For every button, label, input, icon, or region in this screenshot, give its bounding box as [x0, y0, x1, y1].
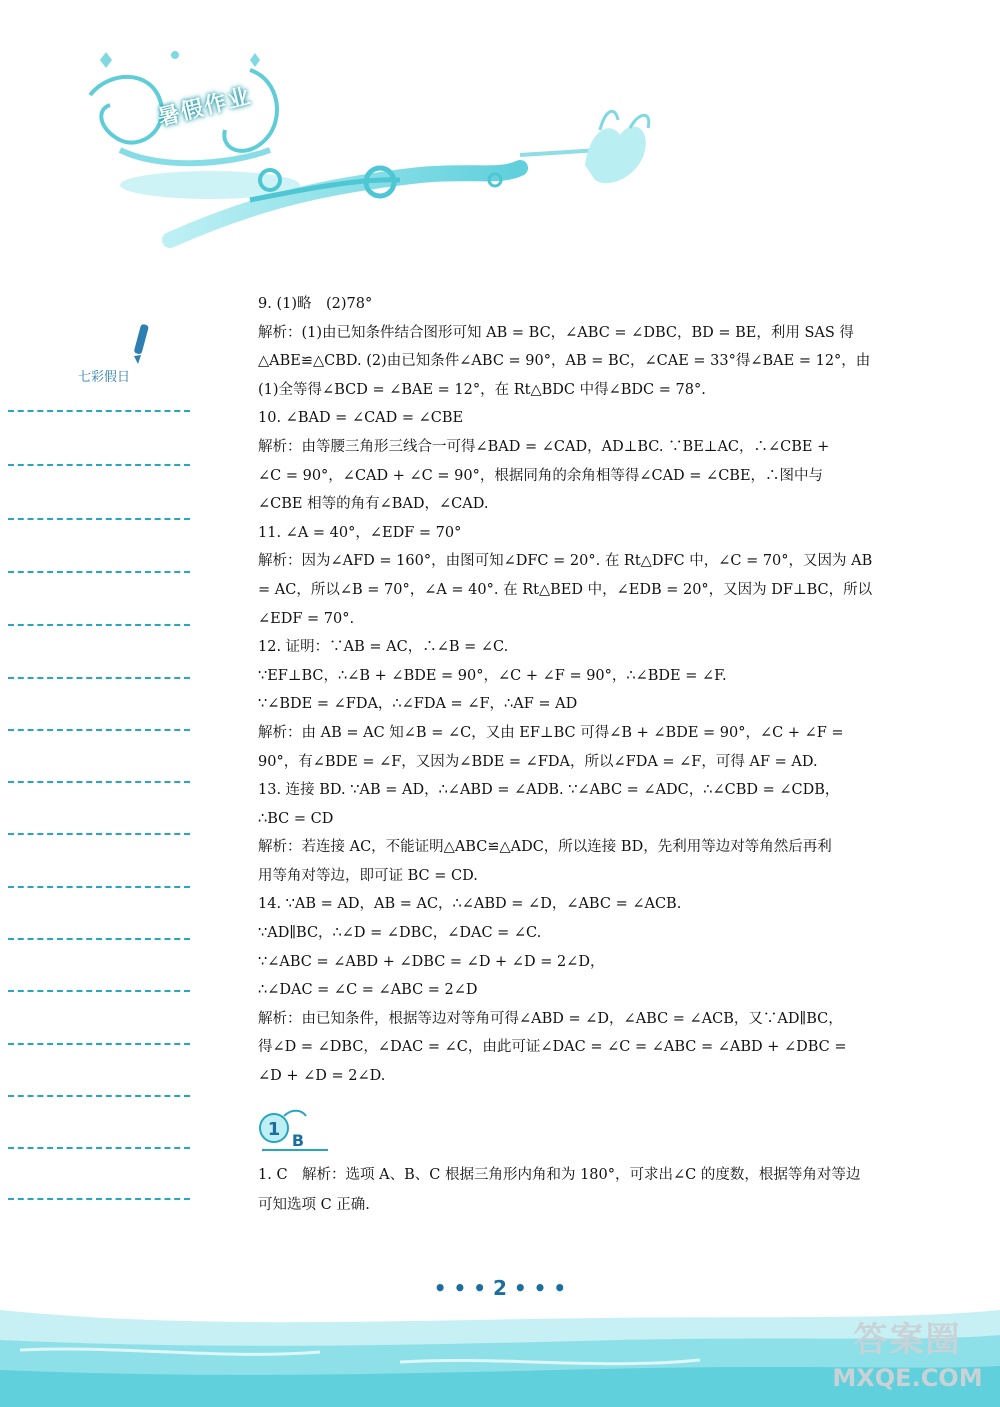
answer-line: 11. ∠A = 40°，∠EDF = 70°	[258, 524, 462, 541]
header-title: 暑假作业	[155, 83, 255, 132]
sidebar-dash-line	[8, 1198, 190, 1200]
answer-line: 解析：由 AB = AC 知∠B = ∠C，又由 EF⊥BC 可得∠B + ∠BDE = 90°，∠C + ∠F =	[258, 724, 844, 741]
sidebar-dash-line	[8, 518, 190, 520]
answer-line: ∠EDF = 70°.	[258, 610, 355, 627]
answer-line: 12. 证明：∵AB = AC，∴∠B = ∠C.	[258, 639, 509, 656]
answer-line: 10. ∠BAD = ∠CAD = ∠CBE	[258, 410, 464, 427]
answer-line: 解析：若连接 AC，不能证明△ABC≌△ADC，所以连接 BD，先利用等边对等角然后再利	[258, 839, 832, 856]
sidebar-dash-line	[8, 938, 190, 940]
answer-line: 13. 连接 BD. ∵AB = AD，∴∠ABD = ∠ADB. ∵∠ABC = ∠ADC，∴∠CBD = ∠CDB，	[258, 782, 840, 799]
sidebar-dash-line	[8, 677, 190, 679]
sidebar-dash-line	[8, 990, 190, 992]
section-b-number: 1	[267, 1119, 281, 1140]
answer-line: ∵∠BDE = ∠FDA，∴∠FDA = ∠F，∴AF = AD	[258, 696, 578, 713]
pen-icon	[128, 322, 152, 366]
answer-line: ∠CBE 相等的角有∠BAD，∠CAD.	[258, 496, 489, 513]
answer-line: 得∠D = ∠DBC，∠DAC = ∠C，由此可证∠DAC = ∠C = ∠ABC = ∠ABD + ∠DBC =	[258, 1039, 847, 1056]
answer-line: 14. ∵AB = AD，AB = AC，∴∠ABD = ∠D，∠ABC = ∠ACB.	[258, 896, 682, 913]
sidebar-dash-line	[8, 833, 190, 835]
answer-line: ∠C = 90°，∠CAD + ∠C = 90°，根据同角的余角相等得∠CAD = ∠CBE，∴图中与	[258, 467, 824, 484]
answer-line: ∴BC = CD	[258, 810, 334, 827]
section-b-marker	[258, 1106, 328, 1156]
sidebar-dash-line	[8, 571, 190, 573]
answer-line: ∠D + ∠D = 2∠D.	[258, 1068, 386, 1085]
answer-content	[258, 290, 888, 1091]
sidebar-dash-line	[8, 624, 190, 626]
answer-line: 用等角对等边，即可证 BC = CD.	[258, 867, 478, 884]
watermark	[820, 1312, 995, 1402]
sidebar-dash-line	[8, 464, 190, 466]
watermark-url: MXQE.COM	[832, 1364, 983, 1392]
answer-line: 解析：(1)由已知条件结合图形可知 AB = BC，∠ABC = ∠DBC，BD = BE，利用 SAS 得	[258, 324, 854, 341]
answer-line: 9. (1)略 (2)78°	[258, 296, 373, 312]
answer-line: ∵EF⊥BC，∴∠B + ∠BDE = 90°，∠C + ∠F = 90°，∴∠BDE = ∠F.	[258, 667, 727, 684]
sidebar-dash-line	[8, 410, 190, 412]
sidebar-dash-line	[8, 1147, 190, 1149]
answer-line: ∵∠ABC = ∠ABD + ∠DBC = ∠D + ∠D = 2∠D，	[258, 953, 605, 970]
sidebar-label: 七彩假日	[78, 370, 131, 385]
sidebar-dash-line	[8, 886, 190, 888]
sidebar-dash-line	[8, 1043, 190, 1045]
answer-line: 解析：由已知条件，根据等边对等角可得∠ABD = ∠D，∠ABC = ∠ACB，又∵AD∥BC，	[258, 1010, 843, 1027]
answer-line: 可知选项 C 正确.	[258, 1197, 370, 1213]
section-b-letter: B	[291, 1131, 305, 1150]
answer-line: 解析：因为∠AFD = 160°，由图可知∠DFC = 20°. 在 Rt△DFC 中，∠C = 70°，又因为 AB	[258, 553, 873, 570]
page-number: • • • 2 • • •	[433, 1276, 567, 1300]
answer-line: 1. C 解析：选项 A、B、C 根据三角形内角和为 180°，可求出∠C 的度数，根据等角对等边	[258, 1167, 861, 1183]
watermark-logo-text: 答案圈	[853, 1320, 962, 1360]
answer-line: △ABE≌△CBD. (2)由已知条件∠ABC = 90°，AB = BC，∠CAE = 33°得∠BAE = 12°，由	[258, 353, 871, 370]
sidebar-dash-line	[8, 729, 190, 731]
answer-line: 90°，有∠BDE = ∠F，又因为∠BDE = ∠FDA，所以∠FDA = ∠F，可得 AF = AD.	[258, 753, 818, 770]
section-b-content	[258, 1160, 888, 1220]
sidebar-dash-line	[8, 781, 190, 783]
answer-line: 解析：由等腰三角形三线合一可得∠BAD = ∠CAD，AD⊥BC. ∵BE⊥AC，∴∠CBE +	[258, 438, 830, 455]
section-b-badge-icon	[258, 1106, 328, 1152]
answer-line: = AC，所以∠B = 70°，∠A = 40°. 在 Rt△BED 中，∠EDB = 20°，又因为 DF⊥BC，所以	[258, 581, 873, 598]
answer-line: (1)全等得∠BCD = ∠BAE = 12°，在 Rt△BDC 中得∠BDC = 78°.	[258, 381, 706, 398]
answer-line: ∵AD∥BC，∴∠D = ∠DBC，∠DAC = ∠C.	[258, 925, 542, 942]
answer-line: ∴∠DAC = ∠C = ∠ABC = 2∠D	[258, 982, 478, 999]
sidebar-dash-line	[8, 1095, 190, 1097]
